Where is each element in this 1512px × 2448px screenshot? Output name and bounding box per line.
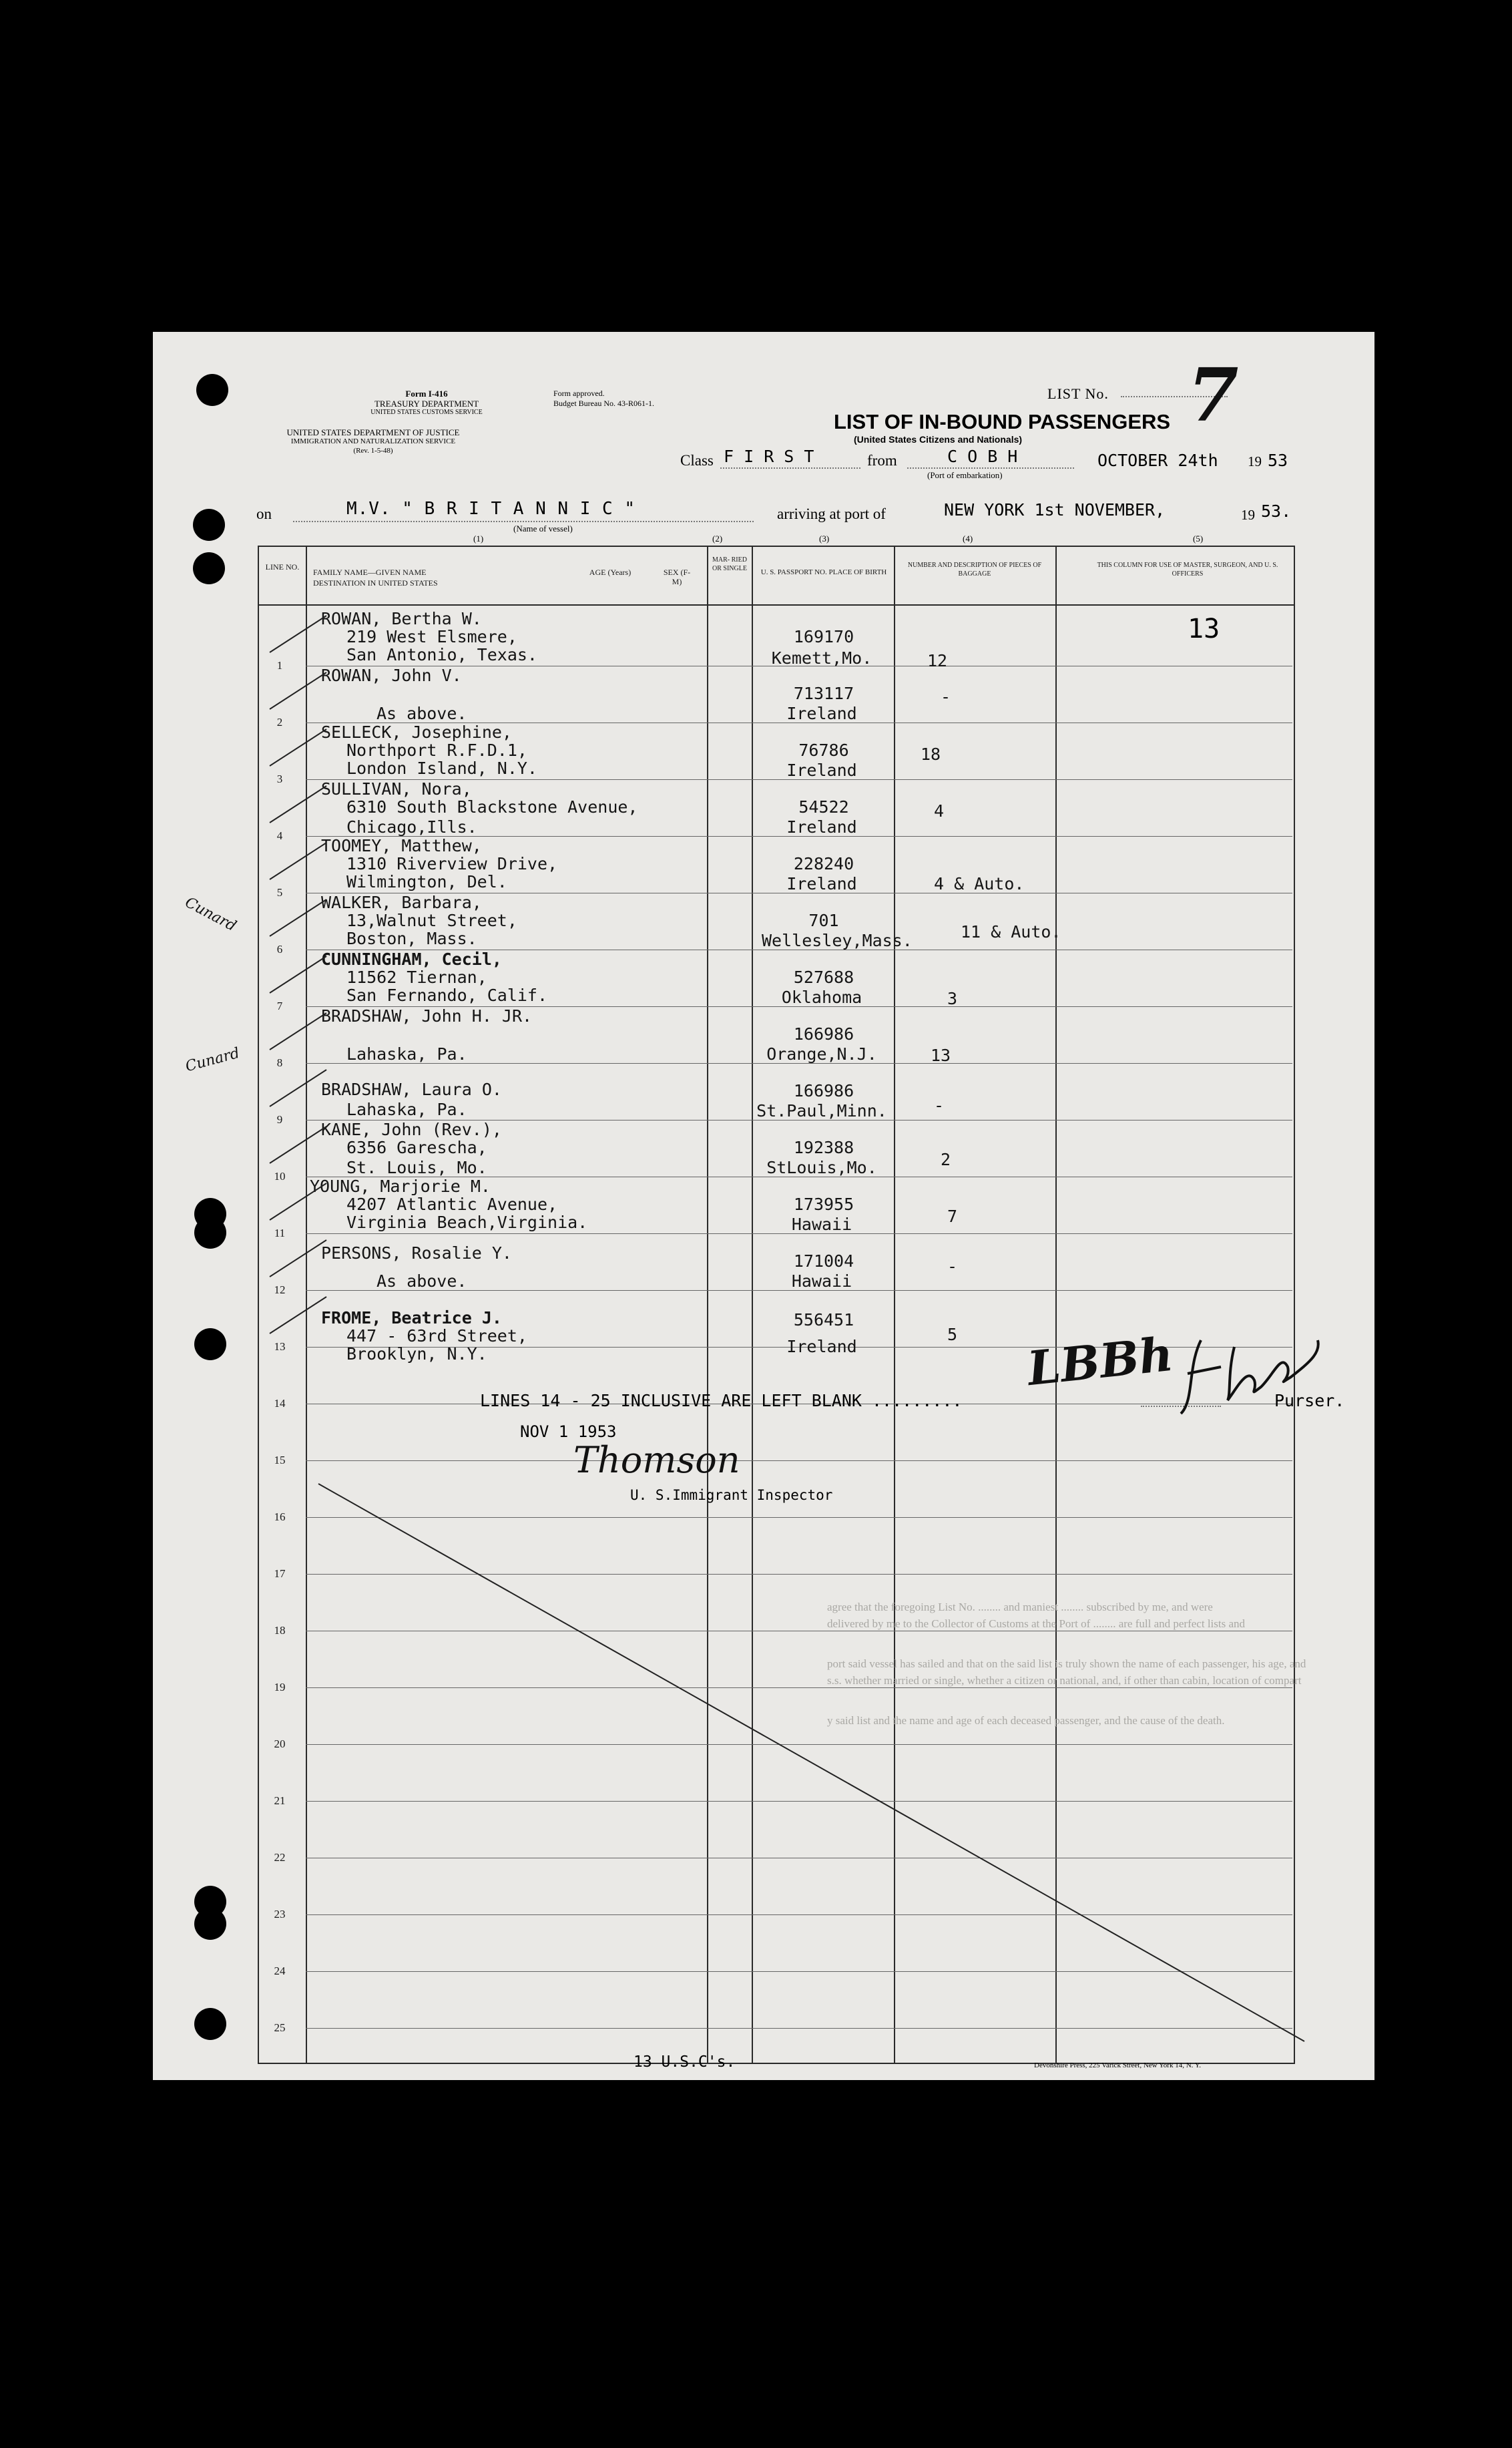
baggage-count: 4 & Auto. bbox=[934, 874, 1025, 893]
form-approved: Form approved. bbox=[553, 389, 605, 398]
passenger-name: FROME, Beatrice J. bbox=[321, 1308, 502, 1328]
baggage-count: - bbox=[934, 1096, 945, 1115]
from-label: from bbox=[867, 452, 897, 469]
passenger-destination: St. Louis, Mo. bbox=[346, 1158, 487, 1177]
passenger-name: KANE, John (Rev.), bbox=[321, 1120, 502, 1139]
line-number: 8 bbox=[276, 1056, 283, 1069]
passport-number: 556451 bbox=[793, 1310, 854, 1330]
place-of-birth: Ireland bbox=[786, 874, 857, 893]
line-number: 10 bbox=[274, 1170, 286, 1183]
passenger-destination: Chicago,Ills. bbox=[346, 817, 477, 837]
passenger-destination: London Island, N.Y. bbox=[346, 759, 537, 778]
cancel-diagonal-line bbox=[153, 332, 1374, 2080]
passenger-address: 1310 Riverview Drive, bbox=[346, 854, 558, 873]
passenger-name: PERSONS, Rosalie Y. bbox=[321, 1243, 512, 1263]
budget-bureau: Budget Bureau No. 43-R061-1. bbox=[553, 399, 654, 408]
col-num-1: (1) bbox=[473, 534, 484, 544]
passenger-destination: As above. bbox=[376, 1271, 467, 1291]
passport-number: 54522 bbox=[798, 797, 849, 817]
year-prefix: 19 bbox=[1248, 453, 1262, 469]
passenger-destination: San Antonio, Texas. bbox=[346, 645, 537, 664]
header-married: MAR- RIED OR SINGLE bbox=[712, 556, 747, 572]
place-of-birth: St.Paul,Minn. bbox=[756, 1101, 887, 1120]
baggage-count: 11 & Auto. bbox=[961, 922, 1061, 942]
col-num-5: (5) bbox=[1193, 534, 1204, 544]
passenger-address: 219 West Elsmere, bbox=[346, 627, 517, 646]
passenger-destination: Boston, Mass. bbox=[346, 929, 477, 948]
place-of-birth: Wellesley,Mass. bbox=[762, 931, 913, 950]
line-number: 24 bbox=[274, 1965, 286, 1977]
bleed-through-text: agree that the foregoing List No. ........ and maniest ........ subscribed by me, and were bbox=[827, 1601, 1213, 1613]
place-of-birth: Ireland bbox=[786, 1337, 857, 1356]
line-number: 13 bbox=[274, 1340, 286, 1353]
col-num-2: (2) bbox=[712, 534, 723, 544]
line-number: 15 bbox=[274, 1454, 286, 1466]
footer-total: 13 U.S.C's. bbox=[634, 2053, 736, 2071]
passport-number: 76786 bbox=[798, 741, 849, 760]
passenger-name: BRADSHAW, John H. JR. bbox=[321, 1006, 533, 1026]
passport-number: 701 bbox=[808, 911, 839, 930]
line-number: 7 bbox=[276, 1000, 283, 1012]
passenger-destination: Virginia Beach,Virginia. bbox=[346, 1213, 588, 1232]
baggage-count: 5 bbox=[947, 1325, 958, 1344]
place-of-birth: Hawaii bbox=[791, 1271, 852, 1291]
revision: (Rev. 1-5-48) bbox=[353, 447, 393, 455]
baggage-count: 18 bbox=[921, 745, 941, 764]
line-number: 19 bbox=[274, 1681, 286, 1693]
passenger-name: SELLECK, Josephine, bbox=[321, 723, 512, 742]
place-of-birth: Ireland bbox=[786, 817, 857, 837]
purser-signature: LBBh bbox=[1025, 1325, 1176, 1397]
line-number: 23 bbox=[274, 1908, 286, 1920]
margin-note-cunard: Cunard bbox=[182, 894, 239, 935]
passenger-destination: San Fernando, Calif. bbox=[346, 986, 548, 1005]
place-of-birth: Kemett,Mo. bbox=[771, 648, 872, 668]
dept-justice: UNITED STATES DEPARTMENT OF JUSTICE bbox=[286, 427, 460, 437]
line-number: 5 bbox=[276, 886, 283, 899]
list-title: LIST OF IN-BOUND PASSENGERS bbox=[834, 410, 1171, 433]
manifest-page bbox=[153, 332, 1374, 2080]
list-no-label: LIST No. bbox=[1047, 385, 1109, 402]
year-prefix-arrive: 19 bbox=[1241, 507, 1255, 523]
line-number: 21 bbox=[274, 1794, 286, 1807]
place-of-birth: Oklahoma bbox=[781, 988, 862, 1007]
col-num-4: (4) bbox=[963, 534, 973, 544]
header-age: AGE (Years) bbox=[589, 568, 632, 577]
passenger-address: 4207 Atlantic Avenue, bbox=[346, 1195, 558, 1214]
vessel-name: M.V. " B R I T A N N I C " bbox=[346, 499, 636, 519]
passenger-address: 13,Walnut Street, bbox=[346, 911, 517, 930]
printer-imprint: Devonshire Press, 225 Varick Street, New York 14, N. Y. bbox=[1034, 2061, 1202, 2069]
baggage-count: 13 bbox=[931, 1046, 951, 1065]
line-number: 2 bbox=[276, 716, 283, 729]
port-of-embarkation: C O B H bbox=[947, 447, 1018, 466]
departure-date: OCTOBER 24th bbox=[1097, 451, 1218, 470]
line-number: 3 bbox=[276, 773, 283, 785]
inspector-signature: Thomson bbox=[573, 1439, 740, 1481]
line-number: 6 bbox=[276, 943, 283, 956]
passenger-destination: Lahaska, Pa. bbox=[346, 1044, 467, 1064]
arriving-label: arriving at port of bbox=[777, 505, 886, 522]
header-sex: SEX (F-M) bbox=[663, 568, 691, 586]
class-label: Class bbox=[680, 452, 714, 469]
line-number: 25 bbox=[274, 2021, 286, 2034]
baggage-count: 7 bbox=[947, 1207, 958, 1226]
class-value: F I R S T bbox=[724, 447, 814, 466]
inspector-title: U. S.Immigrant Inspector bbox=[630, 1487, 833, 1503]
line-number: 4 bbox=[276, 829, 283, 842]
line-number: 9 bbox=[276, 1113, 283, 1126]
list-number: 7 bbox=[1188, 352, 1239, 438]
header-passport: U. S. PASSPORT NO. PLACE OF BIRTH bbox=[760, 568, 887, 576]
passenger-name: SULLIVAN, Nora, bbox=[321, 779, 472, 799]
line-number: 1 bbox=[276, 659, 283, 672]
baggage-count: 3 bbox=[947, 989, 958, 1008]
header-officers: THIS COLUMN FOR USE OF MASTER, SURGEON, AND U. S. OFFICERS bbox=[1097, 562, 1278, 578]
passport-number: 527688 bbox=[793, 968, 854, 987]
dept-treasury: TREASURY DEPARTMENT bbox=[374, 399, 479, 409]
passenger-name: ROWAN, John V. bbox=[321, 666, 462, 685]
passenger-name: CUNNINGHAM, Cecil, bbox=[321, 950, 502, 969]
inspection-date-stamp: NOV 1 1953 bbox=[520, 1422, 617, 1441]
departure-year: 53 bbox=[1268, 451, 1288, 470]
passport-number: 166986 bbox=[793, 1081, 854, 1100]
bleed-through-text: s.s. whether married or single, whether a citizen or national, and, if other than cabin, location of compart bbox=[827, 1674, 1302, 1687]
passenger-destination: Wilmington, Del. bbox=[346, 872, 507, 891]
bleed-through-text: port said vessel has sailed and that on the said list is truly shown the name of each passenger, his age, and bbox=[827, 1657, 1306, 1670]
passport-number: 169170 bbox=[793, 627, 854, 646]
margin-note-cunard: Cunard bbox=[184, 1044, 242, 1076]
passenger-name: BRADSHAW, Laura O. bbox=[321, 1080, 502, 1099]
header-destination: DESTINATION IN UNITED STATES bbox=[313, 578, 438, 588]
line-number: 18 bbox=[274, 1624, 286, 1637]
baggage-count: 12 bbox=[927, 651, 948, 670]
passenger-name: ROWAN, Bertha W. bbox=[321, 609, 482, 628]
baggage-count: - bbox=[941, 687, 951, 706]
baggage-count: - bbox=[947, 1257, 958, 1276]
dept-immigration: IMMIGRATION AND NATURALIZATION SERVICE bbox=[290, 437, 456, 445]
place-of-birth: Hawaii bbox=[791, 1215, 852, 1234]
passenger-address: 11562 Tiernan, bbox=[346, 968, 487, 987]
passport-number: 166986 bbox=[793, 1024, 854, 1044]
passport-number: 171004 bbox=[793, 1251, 854, 1271]
port-embark-caption: (Port of embarkation) bbox=[927, 470, 1003, 480]
line-number: 11 bbox=[274, 1227, 286, 1239]
line-number: 22 bbox=[274, 1851, 286, 1864]
officer-count: 13 bbox=[1188, 614, 1220, 644]
passenger-name: TOOMEY, Matthew, bbox=[321, 836, 482, 855]
bleed-through-text: y said list and the name and age of each deceased passenger, and the cause of the death. bbox=[827, 1714, 1225, 1727]
place-of-birth: Ireland bbox=[786, 761, 857, 780]
purser-label: Purser. bbox=[1274, 1391, 1345, 1410]
passenger-destination: Lahaska, Pa. bbox=[346, 1100, 467, 1119]
bleed-through-text: delivered by me to the Collector of Customs at the Port of ........ are full and perfect lists and bbox=[827, 1617, 1246, 1630]
passenger-address: Northport R.F.D.1, bbox=[346, 741, 527, 760]
baggage-count: 2 bbox=[941, 1150, 951, 1169]
passenger-name: YOUNG, Marjorie M. bbox=[310, 1177, 491, 1196]
header-line-no: LINE NO. bbox=[265, 562, 300, 572]
list-subtitle: (United States Citizens and Nationals) bbox=[854, 434, 1023, 445]
baggage-count: 4 bbox=[934, 801, 945, 821]
passenger-address: 6310 South Blackstone Avenue, bbox=[346, 797, 638, 817]
blank-lines-note: LINES 14 - 25 INCLUSIVE ARE LEFT BLANK ......... bbox=[480, 1391, 963, 1410]
passport-number: 192388 bbox=[793, 1138, 854, 1157]
col-num-3: (3) bbox=[819, 534, 830, 544]
line-number: 14 bbox=[274, 1397, 286, 1410]
passenger-destination: As above. bbox=[376, 704, 467, 723]
dept-customs: UNITED STATES CUSTOMS SERVICE bbox=[370, 409, 483, 416]
header-name: FAMILY NAME—GIVEN NAME bbox=[313, 568, 427, 577]
form-number: Form I-416 bbox=[405, 389, 448, 399]
passenger-name: WALKER, Barbara, bbox=[321, 893, 482, 912]
header-baggage: NUMBER AND DESCRIPTION OF PIECES OF BAGGAGE bbox=[907, 562, 1042, 578]
passenger-address: 6356 Garescha, bbox=[346, 1138, 487, 1157]
line-number: 12 bbox=[274, 1283, 286, 1296]
passport-number: 173955 bbox=[793, 1195, 854, 1214]
passenger-address: 447 - 63rd Street, bbox=[346, 1326, 527, 1346]
on-label: on bbox=[256, 505, 272, 522]
place-of-birth: Orange,N.J. bbox=[766, 1044, 877, 1064]
arrival-port-date: NEW YORK 1st NOVEMBER, bbox=[944, 500, 1166, 520]
passport-number: 713117 bbox=[793, 684, 854, 703]
passenger-destination: Brooklyn, N.Y. bbox=[346, 1344, 487, 1364]
arrival-year: 53. bbox=[1261, 501, 1292, 521]
line-number: 17 bbox=[274, 1567, 286, 1580]
place-of-birth: Ireland bbox=[786, 704, 857, 723]
place-of-birth: StLouis,Mo. bbox=[766, 1158, 877, 1177]
line-number: 16 bbox=[274, 1510, 286, 1523]
passport-number: 228240 bbox=[793, 854, 854, 873]
line-number: 20 bbox=[274, 1738, 286, 1750]
vessel-caption: (Name of vessel) bbox=[513, 524, 573, 534]
